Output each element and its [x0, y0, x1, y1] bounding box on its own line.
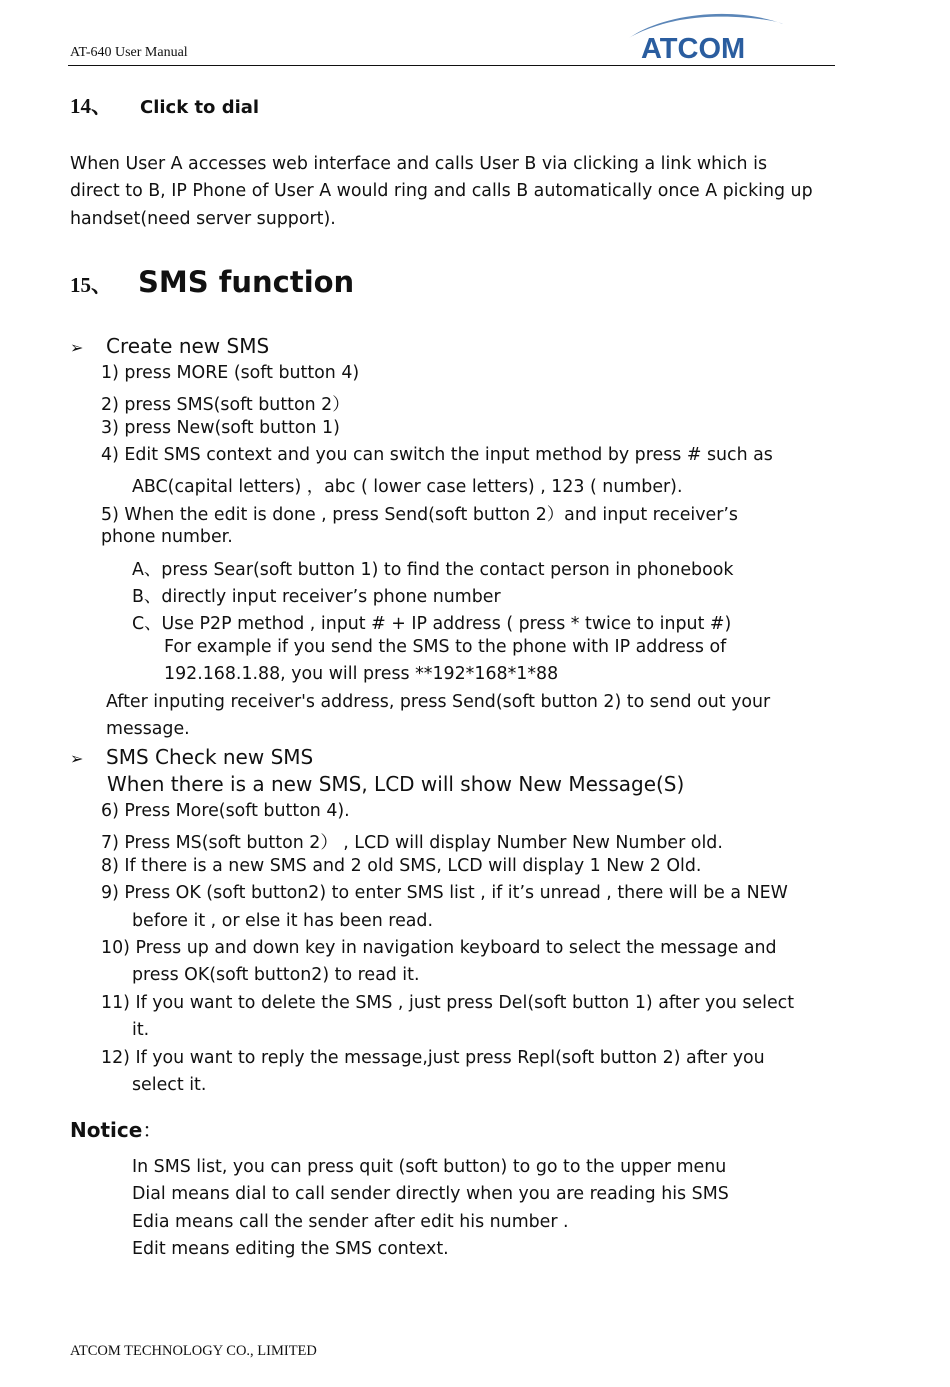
- section-14-line-1: When User A accesses web interface and calls User B via clicking a link which is: [70, 154, 768, 174]
- notice-heading: [70, 1114, 162, 1143]
- section-15-heading: [70, 265, 354, 299]
- section-14-title: Click to dial: [140, 97, 260, 118]
- notice-line-4: Edit means editing the SMS context.: [132, 1239, 449, 1259]
- section-14-line-2: direct to B, IP Phone of User A would ring and calls B automatically once A picking up: [70, 181, 813, 201]
- create-line-9: B、directly input receiver’s phone number: [132, 587, 501, 607]
- create-line-4: 4) Edit SMS context and you can switch the input method by press # such as: [101, 445, 773, 465]
- check-subheading: When there is a new SMS, LCD will show New Message(S): [107, 772, 685, 796]
- check-heading: SMS Check new SMS: [106, 745, 314, 769]
- create-arrow-icon: ➢: [70, 338, 84, 357]
- check-line-7: press OK(soft button2) to read it.: [132, 965, 420, 985]
- create-line-6: 5) When the edit is done , press Send(soft button 2）and input receiver’s: [101, 505, 738, 525]
- create-line-14: message.: [106, 719, 190, 739]
- section-14-separator: 、: [91, 94, 112, 118]
- create-line-3: 3) press New(soft button 1): [101, 418, 340, 438]
- create-line-12: 192.168.1.88, you will press **192*168*1*88: [164, 664, 559, 684]
- create-line-13: After inputing receiver's address, press Send(soft button 2) to send out your: [106, 692, 771, 712]
- section-15-separator: 、: [91, 273, 112, 297]
- notice-line-3: Edia means call the sender after edit his number .: [132, 1212, 569, 1232]
- check-line-5: before it , or else it has been read.: [132, 911, 433, 931]
- notice-line-2: Dial means dial to call sender directly when you are reading his SMS: [132, 1184, 729, 1204]
- create-line-5: ABC(capital letters) ，abc ( lower case letters) , 123 ( number).: [132, 477, 683, 497]
- create-line-7: phone number.: [101, 527, 233, 547]
- create-line-2: 2) press SMS(soft button 2）: [101, 395, 350, 415]
- section-14-line-3: handset(need server support).: [70, 209, 336, 229]
- header-title: AT-640 User Manual: [70, 45, 188, 60]
- section-14-number: 14: [70, 94, 91, 118]
- check-line-3: 8) If there is a new SMS and 2 old SMS, LCD will display 1 New 2 Old.: [101, 856, 702, 876]
- section-14-heading: [70, 90, 259, 120]
- create-line-10: C、Use P2P method , input # + IP address ( press * twice to input #): [132, 614, 732, 634]
- notice-line-1: In SMS list, you can press quit (soft button) to go to the upper menu: [132, 1157, 727, 1177]
- check-arrow-icon: ➢: [70, 749, 84, 768]
- check-line-1: 6) Press More(soft button 4).: [101, 801, 350, 821]
- create-line-8: A、press Sear(soft button 1) to find the contact person in phonebook: [132, 560, 734, 580]
- check-line-6: 10) Press up and down key in navigation keyboard to select the message and: [101, 938, 777, 958]
- section-15-title: SMS function: [138, 265, 355, 299]
- footer-company: ATCOM TECHNOLOGY CO., LIMITED: [70, 1343, 317, 1359]
- atcom-logo: [625, 8, 785, 66]
- create-heading: Create new SMS: [106, 334, 270, 358]
- check-line-2: 7) Press MS(soft button 2） , LCD will display Number New Number old.: [101, 833, 723, 853]
- check-line-10: 12) If you want to reply the message,just press Repl(soft button 2) after you: [101, 1048, 765, 1068]
- check-line-8: 11) If you want to delete the SMS , just press Del(soft button 1) after you select: [101, 993, 795, 1013]
- section-15-number: 15: [70, 273, 91, 297]
- logo-text: ATCOM: [641, 33, 746, 65]
- check-line-4: 9) Press OK (soft button2) to enter SMS list , if it’s unread , there will be a NEW: [101, 883, 788, 903]
- create-line-1: 1) press MORE (soft button 4): [101, 363, 360, 383]
- notice-colon: ：: [142, 1118, 163, 1142]
- create-line-11: For example if you send the SMS to the phone with IP address of: [164, 637, 727, 657]
- check-line-9: it.: [132, 1020, 150, 1040]
- notice-label: Notice: [70, 1118, 143, 1142]
- check-line-11: select it.: [132, 1075, 207, 1095]
